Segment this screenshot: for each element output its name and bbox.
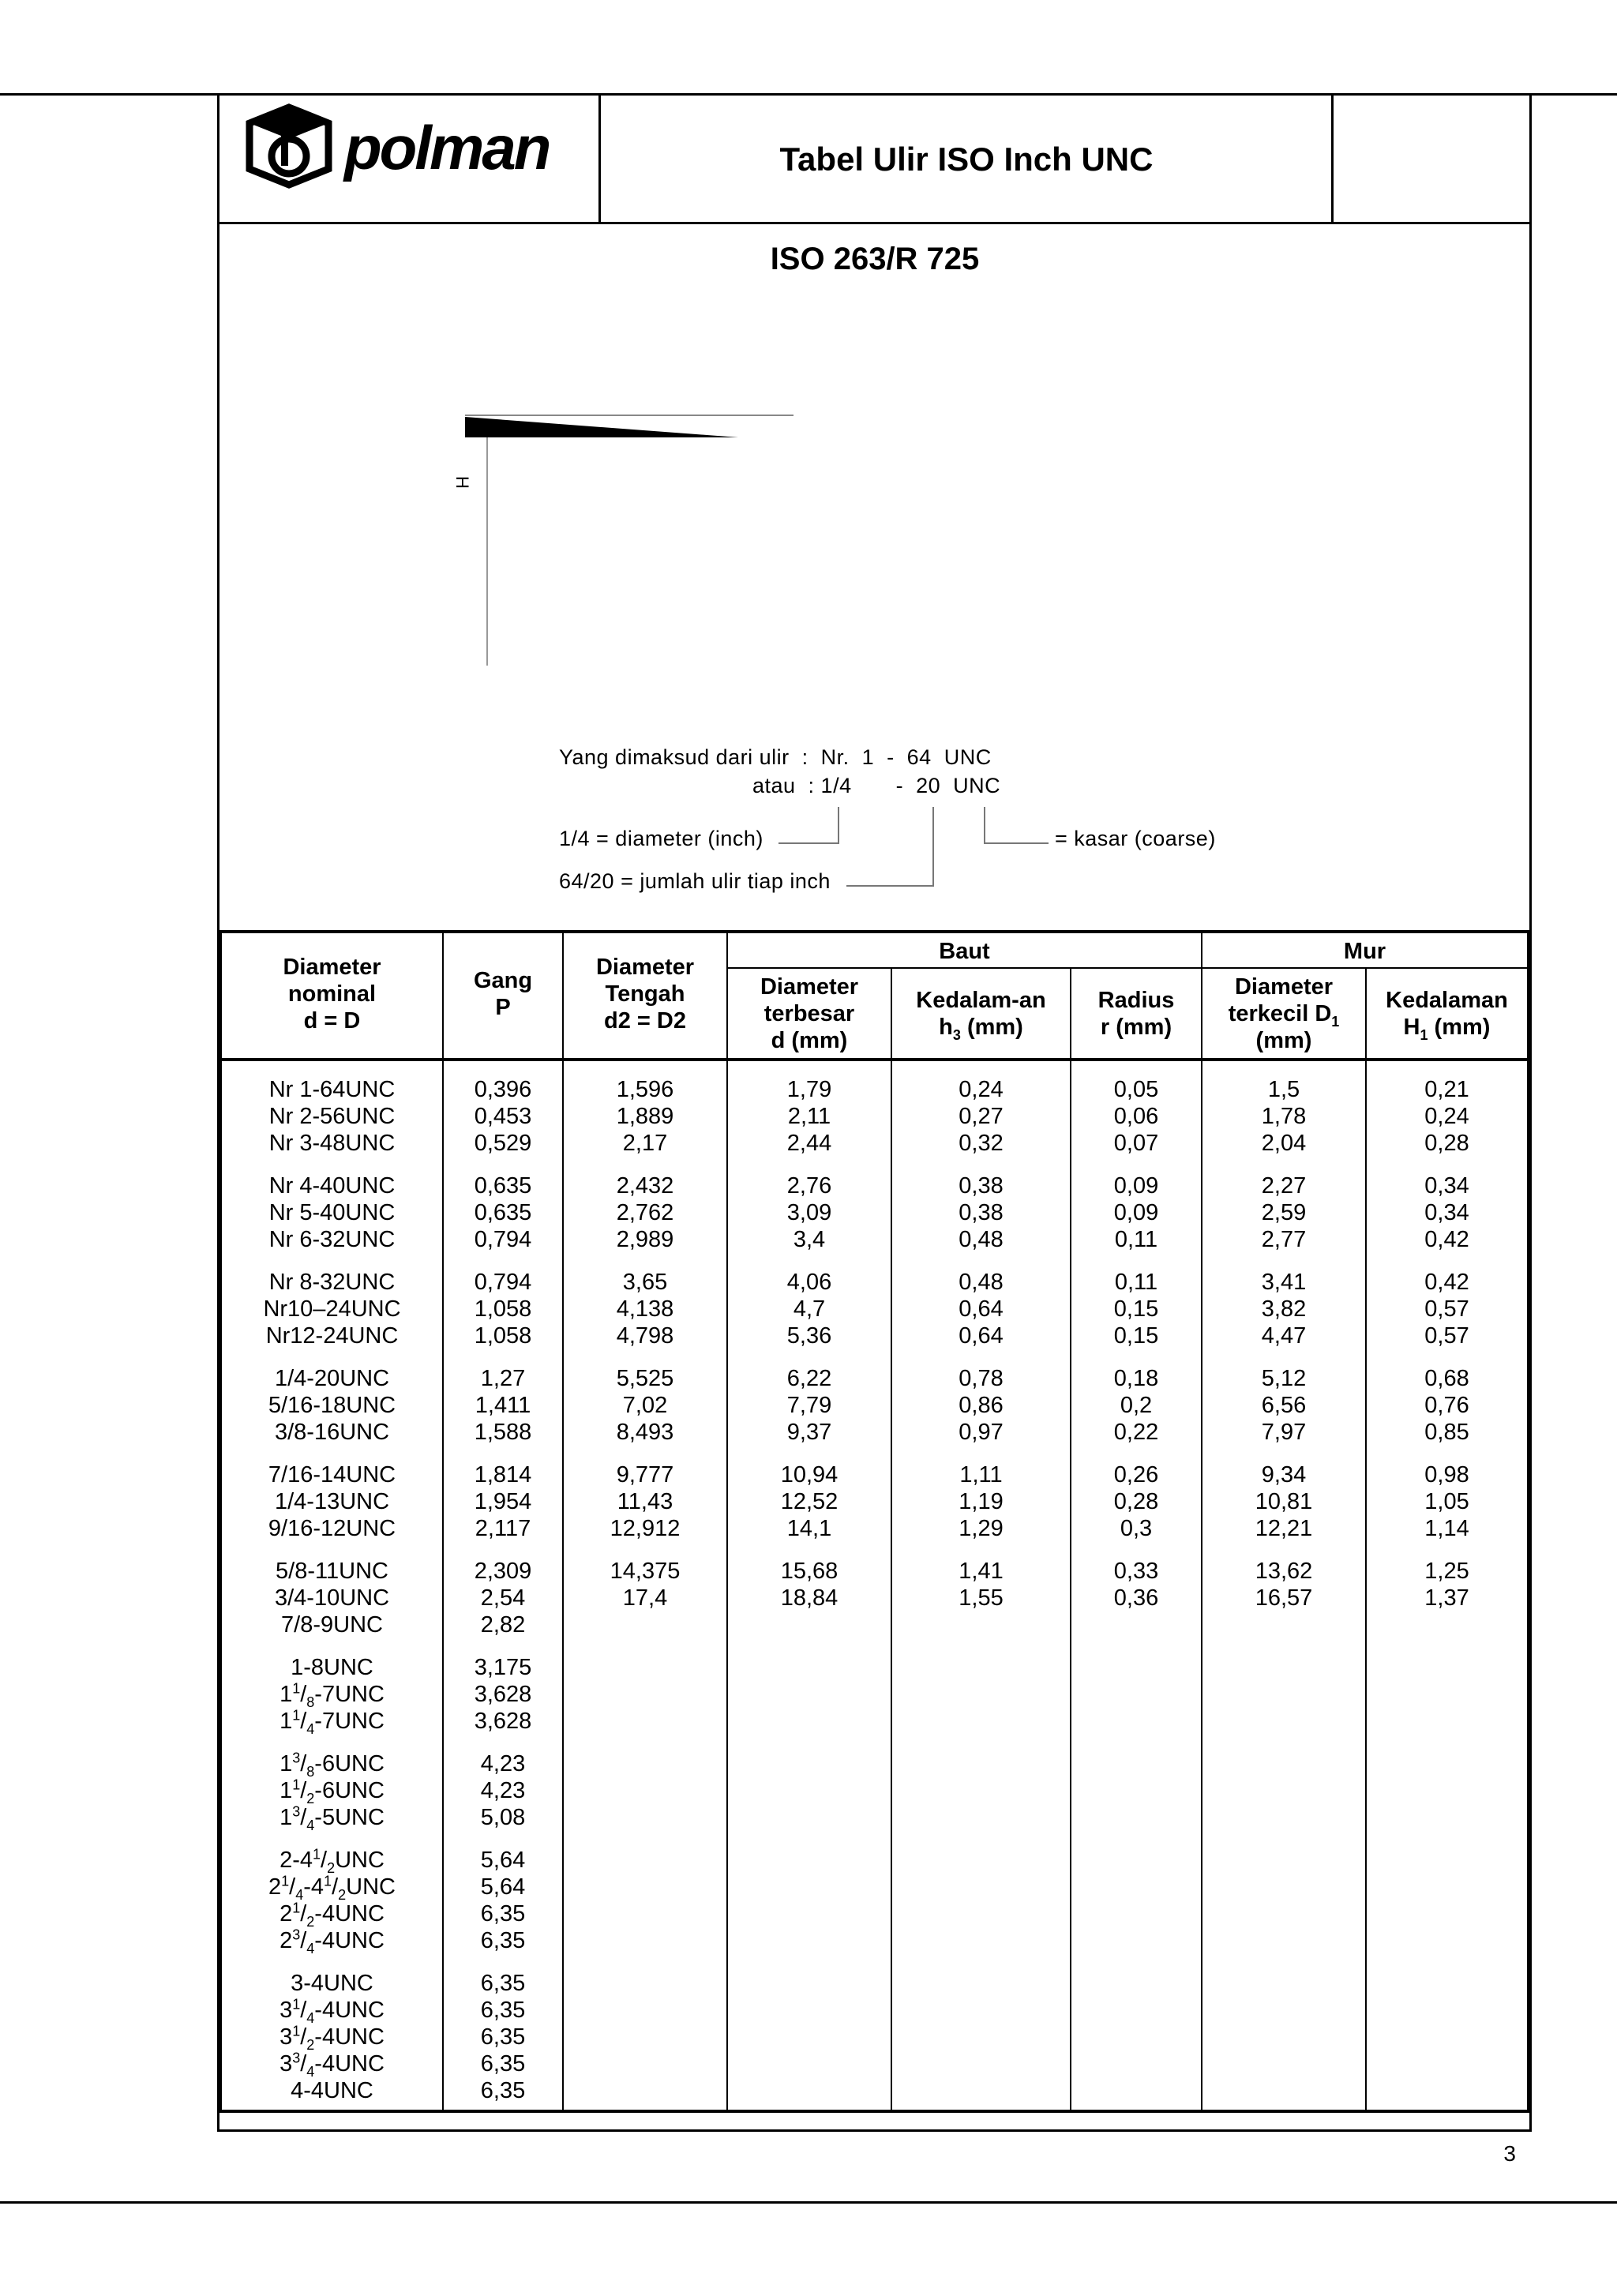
header-radius: Radius r (mm) (1097, 988, 1175, 1040)
bottom-page-rule (0, 2201, 1617, 2204)
table-cell: 0,34 (1424, 1173, 1469, 1199)
table-cell: 3,628 (474, 1682, 532, 1707)
table-outer-right (1527, 930, 1530, 2113)
table-cell: 1,25 (1424, 1559, 1469, 1584)
table-cell: 5,08 (480, 1805, 526, 1830)
table-cell: 0,98 (1424, 1462, 1469, 1488)
table-cell: 3-4UNC (291, 1971, 373, 1996)
table-cell: $1^1/_4-7UNC$ (280, 1707, 385, 1737)
table-cell: 4,7 (793, 1296, 826, 1322)
table-cell: $2^1/_2-4UNC$ (280, 1900, 385, 1930)
header-depth-H1: Kedalaman $H_1$ (mm) (1386, 988, 1508, 1043)
table-cell: 1,55 (959, 1585, 1004, 1611)
table-cell: 3,628 (474, 1709, 532, 1734)
table-cell: 6,56 (1261, 1393, 1307, 1418)
table-cell: Nr 5-40UNC (268, 1200, 396, 1225)
table-cell: 5,64 (480, 1874, 526, 1900)
table-cell: 2,04 (1261, 1131, 1307, 1156)
table-cell: 14,1 (786, 1516, 832, 1541)
logo-text: polman (344, 113, 550, 182)
table-cell: 0,15 (1113, 1296, 1159, 1322)
table-cell: Nr 6-32UNC (268, 1227, 396, 1252)
table-cell: 0,07 (1113, 1131, 1159, 1156)
table-cell: 1,05 (1424, 1489, 1469, 1514)
table-cell: 1,41 (959, 1559, 1004, 1584)
table-cell: 0,05 (1113, 1077, 1159, 1102)
table-cell: 8,493 (616, 1420, 674, 1445)
table-cell: 1,5 (1267, 1077, 1300, 1102)
group-header-divider (726, 967, 1532, 969)
table-cell: 6,35 (480, 2078, 526, 2103)
table-cell: 0,27 (959, 1104, 1004, 1129)
table-cell: 6,35 (480, 1998, 526, 2023)
row-group (1071, 1461, 1201, 1542)
table-cell: $3^1/_4-4UNC$ (280, 1996, 385, 2026)
row-group (1202, 1558, 1365, 1611)
table-cell: 5,36 (786, 1323, 832, 1349)
row-group (728, 1076, 891, 1157)
table-cell: 0,09 (1113, 1200, 1159, 1225)
table-cell: 1,411 (475, 1393, 531, 1418)
table-cell: $3^3/_4-4UNC$ (280, 2050, 385, 2080)
frame-bottom (217, 2129, 1532, 2132)
table-cell: 6,35 (480, 1928, 526, 1953)
row-group (892, 1269, 1070, 1349)
row-group (222, 1365, 442, 1446)
row-group (728, 1461, 891, 1542)
table-cell: 0,42 (1424, 1227, 1469, 1252)
table-cell: 0,85 (1424, 1420, 1469, 1445)
row-group (564, 1558, 726, 1611)
table-cell: $2^1/_4-4^1/_2UNC$ (268, 1873, 396, 1903)
table-cell: 6,35 (480, 1971, 526, 1996)
table-cell: 0,22 (1113, 1420, 1159, 1445)
row-group (222, 1750, 442, 1831)
table-cell: 1-8UNC (291, 1655, 373, 1680)
row-group (444, 1558, 562, 1638)
notation-leader-lines (0, 0, 1617, 947)
table-cell: 0,794 (474, 1227, 532, 1252)
row-group (444, 1461, 562, 1542)
table-cell: 0,11 (1114, 1270, 1158, 1295)
table-header-bottom (217, 1058, 1532, 1061)
table-cell: 1,596 (616, 1077, 674, 1102)
table-cell: 1,954 (474, 1489, 532, 1514)
table-cell: 5/16-18UNC (268, 1393, 396, 1418)
column-minor-diameter (1202, 1076, 1365, 1627)
column-depth-H1 (1367, 1076, 1527, 1627)
row-group (1071, 1365, 1201, 1446)
table-cell: 0,34 (1424, 1200, 1469, 1225)
table-cell: 4,798 (616, 1323, 674, 1349)
table-cell: 6,35 (480, 2024, 526, 2050)
table-cell: 7,02 (622, 1393, 668, 1418)
table-cell: 1,889 (616, 1104, 674, 1129)
row-group (1071, 1558, 1201, 1611)
table-cell: 0,57 (1424, 1323, 1469, 1349)
table-cell: 6,22 (786, 1366, 832, 1391)
table-cell: 0,26 (1113, 1462, 1159, 1488)
table-cell: 0,18 (1113, 1366, 1159, 1391)
row-group (1367, 1461, 1527, 1542)
row-group (728, 1365, 891, 1446)
row-group (444, 1172, 562, 1253)
explanation-line-2: atau : 1/4 - 20 UNC (752, 774, 1001, 797)
table-cell: Nr 1-64UNC (268, 1077, 396, 1102)
row-group (728, 1558, 891, 1611)
table-cell: 2,117 (475, 1516, 531, 1541)
table-top (217, 930, 1532, 933)
row-group (564, 1461, 726, 1542)
table-cell: Nr10–24UNC (263, 1296, 401, 1322)
table-cell: 0,15 (1113, 1323, 1159, 1349)
table-cell: 4,23 (480, 1751, 526, 1776)
table-cell: $1^3/_8-6UNC$ (280, 1750, 385, 1780)
table-cell: 1,11 (959, 1462, 1003, 1488)
table-cell: 0,48 (959, 1227, 1004, 1252)
table-cell: 11,43 (617, 1489, 673, 1514)
note-threads: 64/20 = jumlah ulir tiap inch (559, 869, 831, 893)
table-cell: 3,175 (474, 1655, 532, 1680)
table-cell: 0,86 (959, 1393, 1004, 1418)
table-cell: 14,375 (610, 1559, 681, 1584)
note-diameter: 1/4 = diameter (inch) (559, 827, 763, 850)
table-cell: 7/8-9UNC (281, 1612, 383, 1638)
table-cell: 1,78 (1261, 1104, 1307, 1129)
table-cell: 0,42 (1424, 1270, 1469, 1295)
row-group (1071, 1269, 1201, 1349)
table-cell: 0,529 (474, 1131, 532, 1156)
table-cell: 3,65 (622, 1270, 668, 1295)
row-group (1202, 1269, 1365, 1349)
row-group (222, 1461, 442, 1542)
table-cell: 3,09 (786, 1200, 832, 1225)
row-group (222, 1654, 442, 1735)
row-group (1202, 1172, 1365, 1253)
table-cell: 0,76 (1424, 1393, 1469, 1418)
header-pitch: Gang P (473, 968, 533, 1020)
table-cell: 0,06 (1113, 1104, 1159, 1129)
table-cell: 3,41 (1261, 1270, 1307, 1295)
table-cell: 5,12 (1261, 1366, 1307, 1391)
table-cell: 0,09 (1113, 1173, 1159, 1199)
row-group (1202, 1461, 1365, 1542)
row-group (444, 1365, 562, 1446)
column-depth-h3 (892, 1076, 1070, 1627)
table-cell: 18,84 (780, 1585, 839, 1611)
table-cell: 15,68 (780, 1559, 839, 1584)
row-group (444, 1654, 562, 1735)
table-cell: 0,78 (959, 1366, 1004, 1391)
row-group (222, 1076, 442, 1157)
column-nominal (222, 1076, 442, 2120)
table-cell: $3^1/_2-4UNC$ (280, 2023, 385, 2053)
column-pitch-diameter (564, 1076, 726, 1627)
table-cell: 1,27 (480, 1366, 526, 1391)
table-cell: 1/4-20UNC (274, 1366, 390, 1391)
table-cell: 7,97 (1261, 1420, 1307, 1445)
row-group (222, 1269, 442, 1349)
document-title: Tabel Ulir ISO Inch UNC (779, 141, 1154, 178)
table-cell: 16,57 (1255, 1585, 1313, 1611)
table-cell: $1^3/_4-5UNC$ (280, 1803, 385, 1833)
table-cell: 2,989 (616, 1227, 674, 1252)
table-cell: 0,3 (1120, 1516, 1153, 1541)
table-cell: 2,77 (1261, 1227, 1307, 1252)
table-cell: Nr 8-32UNC (268, 1270, 396, 1295)
table-cell: Nr 4-40UNC (268, 1173, 396, 1199)
column-major-diameter (728, 1076, 891, 1627)
row-group (1202, 1365, 1365, 1446)
table-cell: 0,24 (959, 1077, 1004, 1102)
row-group (564, 1365, 726, 1446)
table-cell: 17,4 (622, 1585, 668, 1611)
row-group (892, 1365, 1070, 1446)
row-group (892, 1076, 1070, 1157)
table-cell: 0,64 (959, 1323, 1004, 1349)
row-group (444, 1076, 562, 1157)
table-cell: 0,57 (1424, 1296, 1469, 1322)
table-cell: 5,525 (616, 1366, 674, 1391)
table-cell: 4,23 (480, 1778, 526, 1803)
table-cell: Nr 3-48UNC (268, 1131, 396, 1156)
header-baut: Baut (939, 939, 990, 964)
table-cell: 13,62 (1255, 1559, 1313, 1584)
table-cell: 0,635 (474, 1173, 532, 1199)
table-cell: Nr12-24UNC (265, 1323, 399, 1349)
page-number: 3 (1503, 2141, 1516, 2166)
table-cell: 6,35 (480, 2051, 526, 2077)
table-cell: 0,64 (959, 1296, 1004, 1322)
row-group (1367, 1172, 1527, 1253)
row-group (222, 1172, 442, 1253)
table-cell: 0,28 (1113, 1489, 1159, 1514)
table-cell: 4-4UNC (291, 2078, 373, 2103)
row-group (1367, 1076, 1527, 1157)
table-cell: 7,79 (786, 1393, 832, 1418)
table-cell: 1,79 (786, 1077, 832, 1102)
table-cell: 3,82 (1261, 1296, 1307, 1322)
table-cell: 1,29 (959, 1516, 1004, 1541)
table-cell: 0,396 (474, 1077, 532, 1102)
table-cell: 2,762 (616, 1200, 674, 1225)
row-group (564, 1172, 726, 1253)
row-group (1367, 1365, 1527, 1446)
row-group (222, 1847, 442, 1954)
row-group (1071, 1076, 1201, 1157)
table-cell: 1,37 (1424, 1585, 1469, 1611)
header-depth-h3: Kedalam-an $h_3$ (mm) (916, 988, 1046, 1043)
row-group (892, 1172, 1070, 1253)
table-cell: $1^1/_2-6UNC$ (280, 1776, 385, 1806)
row-group (564, 1269, 726, 1349)
table-cell: 0,32 (959, 1131, 1004, 1156)
table-cell: 0,36 (1113, 1585, 1159, 1611)
table-cell: $2-4^1/_2UNC$ (280, 1846, 385, 1876)
table-cell: $1^1/_8-7UNC$ (280, 1680, 385, 1710)
table-cell: Nr 2-56UNC (268, 1104, 396, 1129)
table-cell: 6,35 (480, 1901, 526, 1926)
note-coarse: = kasar (coarse) (1055, 827, 1216, 850)
table-cell: 9,34 (1261, 1462, 1307, 1488)
table-cell: 1,058 (474, 1296, 532, 1322)
row-group (444, 1750, 562, 1831)
row-group (444, 1847, 562, 1954)
row-group (222, 1970, 442, 2104)
table-cell: 2,27 (1261, 1173, 1307, 1199)
table-cell: 0,635 (474, 1200, 532, 1225)
row-group (892, 1558, 1070, 1611)
table-cell: 0,38 (959, 1173, 1004, 1199)
table-cell: 2,11 (787, 1104, 831, 1129)
table-cell: 2,432 (616, 1173, 674, 1199)
row-group (222, 1558, 442, 1638)
table-cell: 1,14 (1424, 1516, 1469, 1541)
column-radius (1071, 1076, 1201, 1627)
row-group (1071, 1172, 1201, 1253)
table-cell: 1,058 (474, 1323, 532, 1349)
table-cell: 2,76 (786, 1173, 832, 1199)
row-group (564, 1076, 726, 1157)
table-cell: 3,4 (793, 1227, 826, 1252)
table-cell: 5,64 (480, 1848, 526, 1873)
table-cell: 0,24 (1424, 1104, 1469, 1129)
explanation-line-1: Yang dimaksud dari ulir : Nr. 1 - 64 UNC (559, 745, 992, 769)
table-cell: 7/16-14UNC (268, 1462, 396, 1488)
header-nominal: Diameter nominal d = D (283, 955, 381, 1034)
header-pitch-diameter: Diameter Tengah d2 = D2 (595, 955, 695, 1034)
standard-reference: ISO 263/R 725 (770, 242, 980, 276)
table-cell: 4,06 (786, 1270, 832, 1295)
table-cell: 10,94 (780, 1462, 839, 1488)
row-group (728, 1172, 891, 1253)
row-group (1367, 1558, 1527, 1611)
table-cell: 0,28 (1424, 1131, 1469, 1156)
table-cell: 0,2 (1120, 1393, 1153, 1418)
table-cell: 4,138 (616, 1296, 674, 1322)
column-pitch (444, 1076, 562, 2120)
table-cell: 0,21 (1424, 1077, 1469, 1102)
table-cell: 0,38 (959, 1200, 1004, 1225)
table-cell: 2,309 (474, 1559, 532, 1584)
table-cell: 0,11 (1114, 1227, 1158, 1252)
table-cell: 1,588 (474, 1420, 532, 1445)
table-cell: 12,21 (1255, 1516, 1313, 1541)
row-group (892, 1461, 1070, 1542)
table-cell: 4,47 (1261, 1323, 1307, 1349)
header-minor-diameter: Diameter terkecil $D_1$ (mm) (1228, 974, 1340, 1053)
table-cell: 2,54 (480, 1585, 526, 1611)
height-label: H (452, 476, 472, 489)
table-cell: 3/4-10UNC (274, 1585, 390, 1611)
row-group (1202, 1076, 1365, 1157)
table-cell: 1,19 (959, 1489, 1004, 1514)
table-cell: 9/16-12UNC (268, 1516, 396, 1541)
table-cell: $2^3/_4-4UNC$ (280, 1926, 385, 1956)
table-cell: 2,82 (480, 1612, 526, 1638)
table-cell: 2,44 (786, 1131, 832, 1156)
table-cell: 2,17 (622, 1131, 668, 1156)
table-cell: 2,59 (1261, 1200, 1307, 1225)
table-cell: 1,814 (474, 1462, 532, 1488)
row-group (1367, 1269, 1527, 1349)
table-cell: 3/8-16UNC (274, 1420, 390, 1445)
row-group (728, 1269, 891, 1349)
table-cell: 0,453 (474, 1104, 532, 1129)
table-cell: 9,777 (616, 1462, 674, 1488)
table-cell: 1/4-13UNC (274, 1489, 390, 1514)
table-cell: 5/8-11UNC (276, 1559, 388, 1584)
header-major-diameter: Diameter terbesar d (mm) (760, 974, 859, 1053)
table-cell: 0,33 (1113, 1559, 1159, 1584)
header-mur: Mur (1343, 939, 1386, 964)
table-cell: 0,97 (959, 1420, 1004, 1445)
table-cell: 10,81 (1255, 1489, 1313, 1514)
table-cell: 12,52 (780, 1489, 839, 1514)
row-group (444, 1269, 562, 1349)
table-cell: 0,794 (474, 1270, 532, 1295)
table-cell: 0,48 (959, 1270, 1004, 1295)
table-cell: 12,912 (610, 1516, 681, 1541)
table-cell: 9,37 (786, 1420, 832, 1445)
row-group (444, 1970, 562, 2104)
table-cell: 0,68 (1424, 1366, 1469, 1391)
